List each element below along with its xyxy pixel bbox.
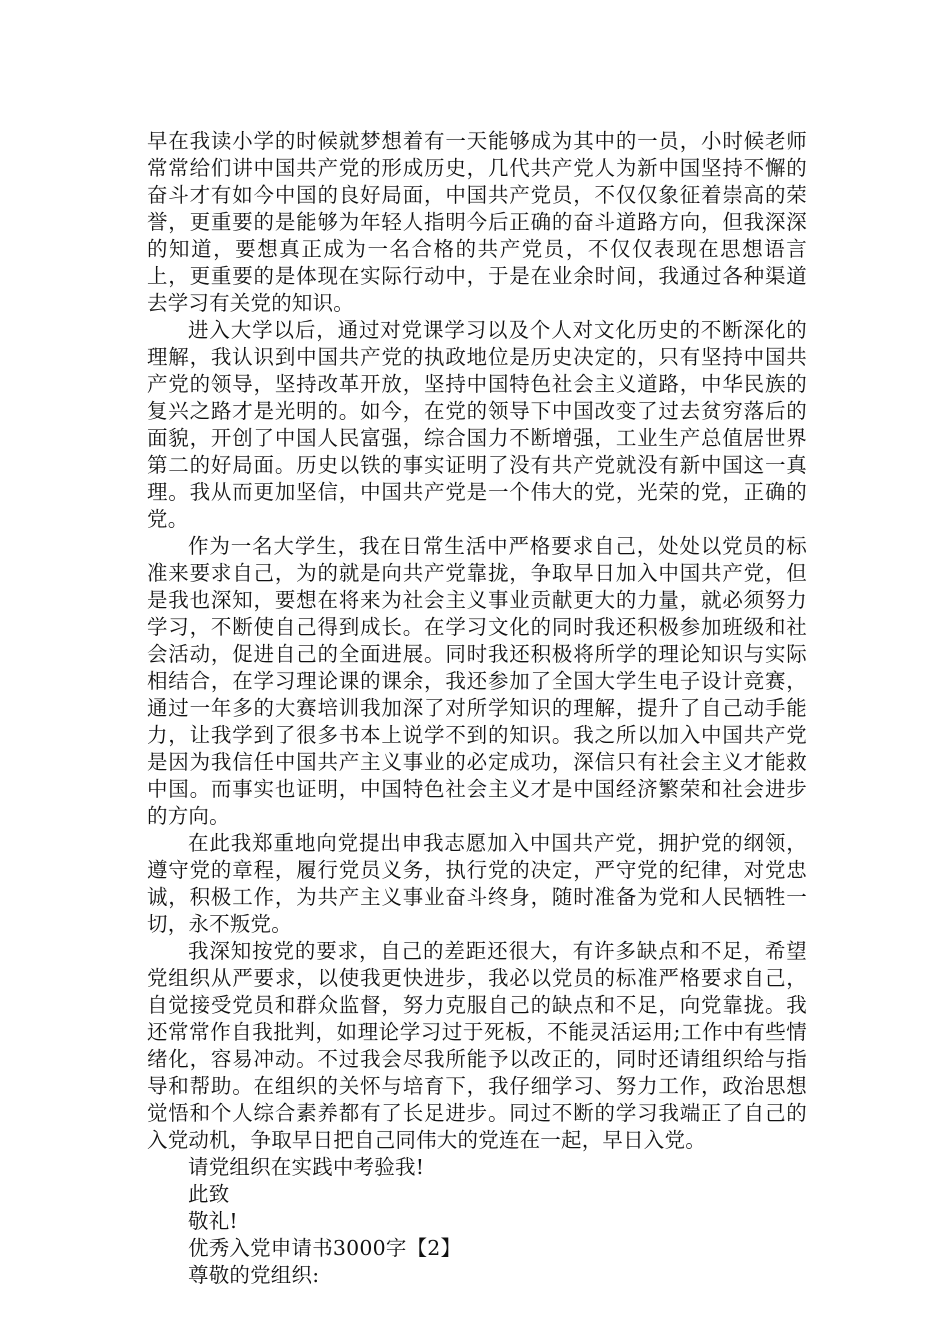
paragraph-2: 进入大学以后，通过对党课学习以及个人对文化历史的不断深化的理解，我认识到中国共产党的执政地位是历史决定的，只有坚持中国共产党的领导，坚持改革开放，坚持中国特色社会主义道路，中华民族的复兴之路才是光明的。如今，在党的领导下中国改变了过去贫穷落后的面貌，开创了中国人民富强，综合国力不断增强，工业生产总值居世界第二的好局面。历史以铁的事实证明了没有共产党就没有新中国这一真理。我从而更加坚信，中国共产党是一个伟大的党，光荣的党，正确的党。 bbox=[147, 318, 807, 531]
paragraph-5: 我深知按党的要求，自己的差距还很大，有许多缺点和不足，希望党组织从严要求，以使我更快进步，我必以党员的标准严格要求自己，自觉接受党员和群众监督，努力克服自己的缺点和不足，向党靠拢。我还常常作自我批判，如理论学习过于死板，不能灵活运用;工作中有些情绪化，容易冲动。不过我会尽我所能予以改正的，同时还请组织给与指导和帮助。在组织的关怀与培育下，我仔细学习、努力工作，政治思想觉悟和个人综合素养都有了长足进步。同过不断的学习我端正了自己的入党动机，争取早日把自己同伟大的党连在一起，早日入党。 bbox=[147, 939, 807, 1152]
letter-greeting: 尊敬的党组织: bbox=[188, 1263, 320, 1287]
closing-respect: 敬礼! bbox=[188, 1209, 238, 1233]
closing-request: 请党组织在实践中考验我! bbox=[188, 1155, 425, 1179]
closing-salutation: 此致 bbox=[188, 1182, 230, 1206]
paragraph-1: 早在我读小学的时候就梦想着有一天能够成为其中的一员，小时候老师常常给们讲中国共产党的形成历史，几代共产党人为新中国坚持不懈的奋斗才有如今中国的良好局面，中国共产党员，不仅仅象征着崇高的荣誉，更重要的是能够为年轻人指明今后正确的奋斗道路方向，但我深深的知道，要想真正成为一名合格的共产党员，不仅仅表现在思想语言上，更重要的是体现在实际行动中，于是在业余时间，我通过各种渠道去学习有关党的知识。 bbox=[147, 129, 807, 315]
section-heading: 优秀入党申请书3000字【2】 bbox=[188, 1236, 462, 1260]
paragraph-3: 作为一名大学生，我在日常生活中严格要求自己，处处以党员的标准来要求自己，为的就是向共产党靠拢，争取早日加入中国共产党，但是我也深知，要想在将来为社会主义事业贡献更大的力量，就必须努力学习，不断使自己得到成长。在学习文化的同时我还积极参加班级和社会活动，促进自己的全面进展。同时我还积极将所学的理论知识与实际相结合，在学习理论课的课余，我还参加了全国大学生电子设计竞赛，通过一年多的大赛培训我加深了对所学知识的理解，提升了自己动手能力，让我学到了很多书本上说学不到的知识。我之所以加入中国共产党是因为我信任中国共产主义事业的必定成功，深信只有社会主义才能救中国。而事实也证明，中国特色社会主义才是中国经济繁荣和社会进步的方向。 bbox=[147, 534, 807, 828]
document-body bbox=[147, 128, 807, 1289]
paragraph-4: 在此我郑重地向党提出申我志愿加入中国共产党，拥护党的纲领，遵守党的章程，履行党员义务，执行党的决定，严守党的纪律，对党忠诚，积极工作，为共产主义事业奋斗终身，随时准备为党和人民牺牲一切，永不叛党。 bbox=[147, 831, 807, 936]
